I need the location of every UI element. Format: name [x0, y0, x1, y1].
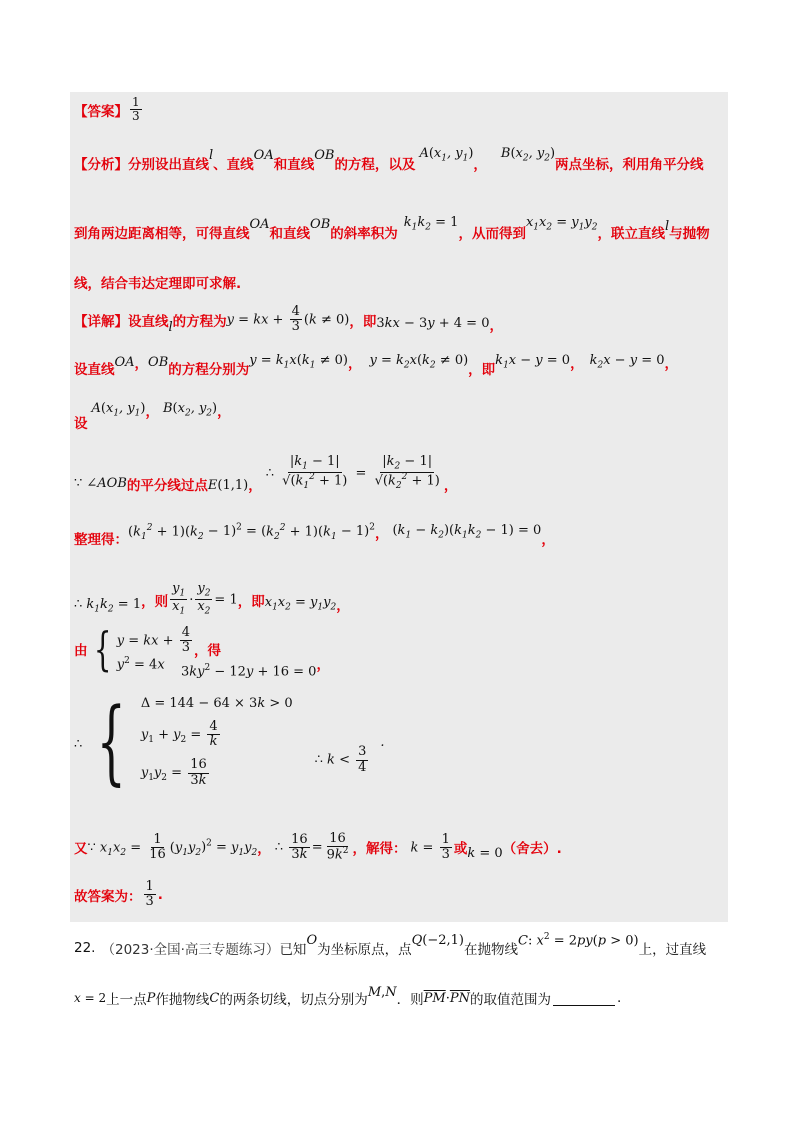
math-k1k2-eq: $k_1k_2 = 1$ [403, 215, 459, 233]
analysis-text: 的方程，以及 [334, 157, 416, 173]
analysis-label: 【分析】 [74, 157, 128, 173]
math-therefore: ∴ [74, 736, 83, 752]
detail-text: ，解得： [352, 841, 407, 858]
math-quadratic-eq: $3ky^2 - 12y + 16 = 0$ [180, 662, 317, 680]
analysis-line-2 [74, 215, 710, 242]
math-parabola-C: C: $x^2 = 2py(p > 0)$ [518, 931, 639, 949]
math-C: C [209, 990, 220, 1006]
detail-line-6 [74, 582, 350, 618]
math-OA: OA [253, 147, 274, 163]
detail-text: ， [489, 317, 503, 334]
math-OB: OB [148, 354, 169, 370]
math-k-zero: k = 0 [467, 845, 503, 861]
detail-text: ， [336, 597, 350, 614]
question-text: ．则 [396, 992, 424, 1008]
math-dot-product: $\overline{PM}\cdot\overline{PN}$ [423, 990, 470, 1006]
analysis-text: 分别设出直线 [128, 157, 209, 173]
detail-text: ，即 [237, 593, 265, 610]
analysis-line-1 [74, 146, 704, 173]
math-expand-eq: $(k_1^2 + 1)(k_2 - 1)^2 = (k_2^2 + 1)(k_1 - 1)^2$ [128, 522, 375, 542]
math-point-B: $B(x_2$, $y_2$) [162, 401, 218, 419]
analysis-text: 和直线 [273, 157, 315, 173]
detail-line-3 [74, 400, 231, 432]
detail-text: 设直线 [74, 362, 115, 378]
analysis-text: ， [473, 157, 487, 173]
detail-text: 由 [74, 643, 88, 659]
analysis-text: 与抛物 [669, 226, 710, 242]
detail-line-10 [74, 880, 163, 910]
math-l: l [168, 320, 173, 336]
detail-text: ，则 [141, 593, 169, 610]
analysis-text: ，从而得到 [458, 226, 526, 242]
detail-line-9 [74, 832, 562, 863]
question-text: 的两条切线，切点分别为 [219, 992, 368, 1008]
math-l: l [209, 147, 214, 163]
question-text: 上，过直线 [638, 942, 707, 958]
detail-text: ， [145, 404, 159, 420]
answer-fraction: $\frac{1}{3}$ [132, 95, 140, 124]
detail-text: ， [570, 356, 584, 372]
detail-text: 设直线 [128, 313, 169, 330]
analysis-text: 的斜率积为 [330, 226, 398, 242]
math-angle-AOB: ∵ ∠AOB [74, 476, 127, 492]
analysis-text: ，联立直线 [597, 226, 665, 242]
math-line-general: 3kx − 3y + 4 = 0 [376, 316, 490, 332]
detail-text: ， [217, 404, 231, 420]
math-line-eq: y = kx + $\frac{4}{3}$ (k ≠ 0) [226, 304, 350, 335]
detail-line-7 [74, 622, 370, 680]
math-k-range: ∴ k < $\frac{3}{4}$ [314, 744, 367, 775]
answer-label: 【答案】 [74, 103, 128, 120]
detail-text: 或 [453, 841, 468, 858]
detail-line-4 [74, 455, 457, 492]
math-point-Q: Q(−2,1) [411, 932, 464, 948]
question-text: 已知 [279, 942, 307, 958]
question-text: . [616, 990, 622, 1006]
math-k-solve-eq: ∴ $\frac{16}{3k}$ = $\frac{16}{9k^2}$ [274, 831, 349, 863]
question-source: （2023·全国·高三专题练习） [101, 942, 280, 958]
detail-line-2 [74, 352, 678, 378]
detail-text: ， [347, 356, 362, 372]
math-x1x2-eq: $x_1x_2 = y_1y_2$ [264, 595, 337, 613]
detail-line-5 [74, 522, 555, 548]
question-22-line-1 [74, 931, 707, 958]
math-OB: OB [314, 147, 335, 163]
detail-line-8 [74, 688, 385, 795]
math-slope-product: $\frac{y_1}{x_1}$ · $\frac{y_2}{x_2}$ = 1 [172, 581, 238, 618]
analysis-text: 、直线 [213, 157, 254, 173]
detail-text: ，即 [349, 313, 377, 330]
math-line-x2: x = 2 [74, 991, 107, 1005]
question-22-line-2 [74, 984, 622, 1008]
detail-text: ，得 [193, 643, 221, 659]
math-OA-eq: $y = k_1x(k_1 \ne 0)$ [249, 353, 348, 371]
math-O: O [306, 932, 318, 948]
math-system-2: { Δ = 144 − 64 × 3k > 0 $y_1 + y_2$ = $\frac{4}{k}$ $y_1y_2$ = $\frac{16}{3k}$ [96, 688, 293, 795]
math-OA: OA [114, 354, 135, 370]
detail-text: ， [257, 841, 271, 858]
detail-text: （舍去）. [502, 841, 562, 858]
math-distance-eq: ∴ $\frac{|k_1 - 1|}{√(k_1^2 + 1)}$ = $\frac{|k_2 - 1|}{√(k_2^2 + 1)}$ [265, 454, 440, 492]
detail-text: ，即 [468, 362, 496, 378]
math-OA: OA [249, 216, 270, 232]
question-number: 22. [74, 940, 96, 956]
solution-panel [70, 92, 728, 922]
analysis-text: 两点坐标，利用角平分线 [555, 157, 704, 173]
detail-text: ， [664, 356, 678, 372]
detail-text: 设 [74, 416, 88, 432]
final-answer-fraction: $\frac{1}{3}$ [145, 879, 154, 910]
detail-text: ， [443, 477, 458, 494]
detail-text: 的方程为 [172, 313, 227, 330]
math-x1x2-eq: $x_1x_2 = y_1y_2$ [525, 215, 598, 233]
math-point-E: E(1,1) [207, 478, 249, 494]
math-k1k2-1: ∴ $k_1k_2 = 1$ [74, 597, 142, 615]
detail-label: 【详解】 [74, 313, 128, 330]
question-text: 在抛物线 [464, 942, 518, 958]
question-text: 上一点 [106, 992, 147, 1008]
math-MN: M,N [367, 984, 397, 1000]
analysis-line-3 [74, 272, 241, 292]
answer-line [74, 96, 144, 123]
answer-blank[interactable] [553, 991, 615, 1006]
detail-text: 又 [74, 841, 88, 858]
analysis-text: 到角两边距离相等，可得直线 [74, 226, 250, 242]
detail-text: ， [248, 477, 262, 494]
question-text: 为坐标原点，点 [317, 942, 412, 958]
math-l: l [664, 218, 670, 234]
math-point-B: $B(x_2$, $y_2$) [500, 146, 556, 164]
detail-text: ， [134, 356, 149, 372]
math-point-A: $A(x_1$, $y_1$) [419, 146, 474, 164]
detail-text: ， [316, 657, 330, 673]
detail-text: . [157, 886, 163, 903]
detail-text: 故答案为： [74, 888, 142, 905]
detail-text: 的方程分别为 [168, 362, 250, 378]
detail-text: 整理得： [74, 532, 128, 548]
math-point-A: $A(x_1$, $y_1$) [91, 401, 146, 419]
math-OA-general: $k_1x - y = 0$ [495, 353, 571, 371]
detail-line-1 [74, 305, 503, 335]
question-text: 作抛物线 [155, 992, 210, 1008]
math-OB-eq: $y = k_2x(k_2 \ne 0)$ [369, 353, 469, 371]
math-factor-eq: $(k_1 - k_2)(k_1k_2 - 1) = 0$ [392, 523, 542, 541]
math-OB: OB [310, 216, 331, 232]
math-OB-general: $k_2x - y = 0$ [589, 353, 665, 371]
math-x1x2-relation: ∵ $x_1x_2$ = $\frac{1}{16}$ $(y_1y_2)^2 = y_1y_2$ [87, 831, 258, 862]
math-system-1: { y = kx + $\frac{4}{3}$ $y^2 = 4x$ [93, 622, 190, 676]
question-text: 的取值范围为 [469, 992, 551, 1008]
math-k-value: k = $\frac{1}{3}$ [410, 831, 450, 862]
math-P: P [146, 990, 156, 1006]
detail-text: 的平分线过点 [126, 477, 208, 494]
analysis-text: 和直线 [269, 226, 311, 242]
detail-text: ， [541, 532, 555, 548]
detail-text: ， [374, 526, 389, 542]
analysis-text: 线，结合韦达定理即可求解. [74, 276, 242, 292]
detail-dot: . [380, 734, 385, 750]
